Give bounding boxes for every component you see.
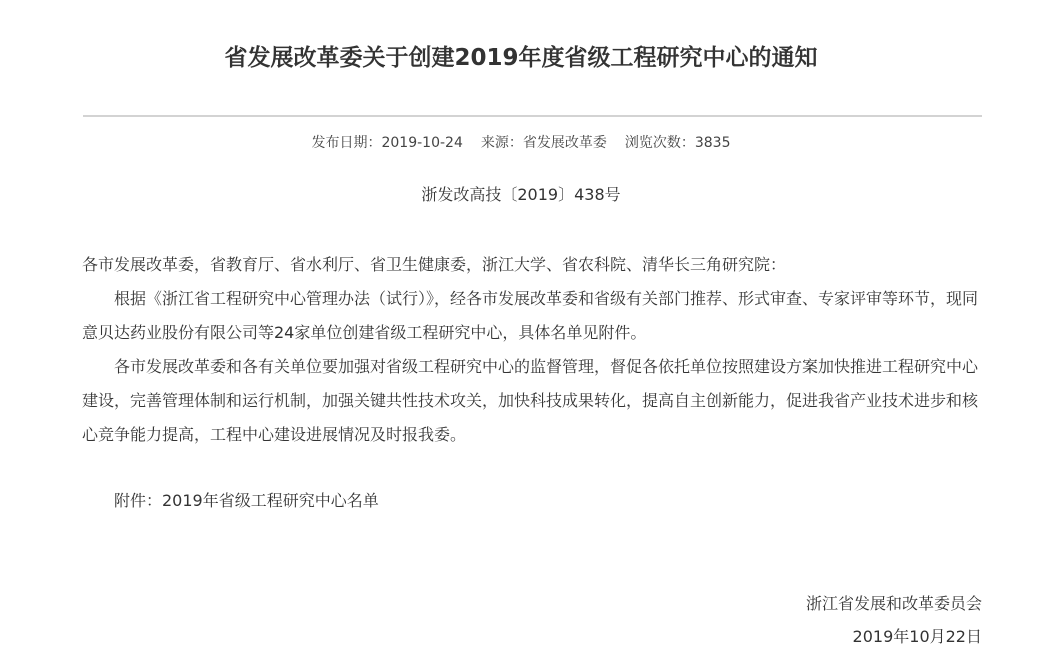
body-paragraph: 各市发展改革委和各有关单位要加强对省级工程研究中心的监督管理，督促各依托单位按照建设方案加快推进工程研究中心建设，完善管理体制和运行机制，加强关键共性技术攻关，加快科技成果转化，提高自主创新能力，促进我省产业技术进步和核心竞争能力提高，工程中心建设进展情况及时报我委。 (82, 357, 979, 444)
signature-date: 2019年10月22日 (852, 627, 982, 646)
article-title: 省发展改革委关于创建2019年度省级工程研究中心的通知 (224, 45, 818, 71)
article-source: 来源：省发展改革委 (480, 135, 607, 151)
body-paragraph: 根据《浙江省工程研究中心管理办法（试行）》，经各市发展改革委和省级有关部门推荐、形式审查、专家评审等环节，现同意贝达药业股份有限公司等24家单位创建省级工程研究中心，具体名单见附件。 (82, 289, 979, 342)
signature-organization: 浙江省发展和改革委员会 (805, 594, 982, 613)
view-count: 浏览次数：3835 (624, 135, 731, 151)
attachment-line: 附件：2019年省级工程研究中心名单 (114, 491, 379, 510)
title-divider (83, 115, 982, 117)
article-meta (0, 131, 1042, 155)
salutation: 各市发展改革委，省教育厅、省水利厅、省卫生健康委，浙江大学、省农科院、清华长三角研究院： (82, 255, 787, 274)
document-number: 浙发改高技〔2019〕438号 (421, 185, 621, 204)
publish-date: 发布日期：2019-10-24 (311, 135, 463, 151)
